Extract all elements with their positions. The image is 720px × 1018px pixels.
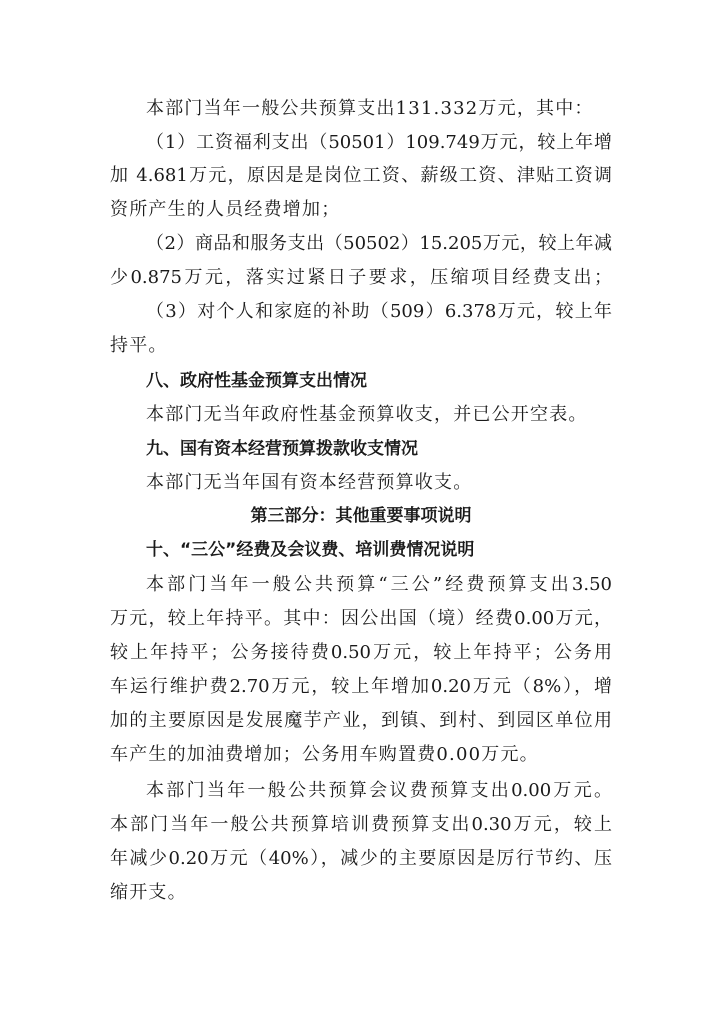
body-line: （1）工资福利支出（50501）109.749万元，较上年增	[146, 132, 612, 153]
body-line: （3）对个人和家庭的补助（509）6.378万元，较上年	[146, 301, 612, 322]
body-line: 车产生的加油费增加；公务用车购置费0.00万元。	[110, 744, 539, 765]
section-heading-9: 九、国有资本经营预算拨款收支情况	[146, 439, 418, 459]
body-line: 年减少0.20万元（40%），减少的主要原因是厉行节约、压	[110, 848, 612, 869]
body-line: 本部门无当年国有资本经营预算收支。	[146, 472, 473, 493]
body-line: 本部门当年一般公共预算支出131.332万元，其中：	[146, 98, 594, 119]
body-line: 本部门无当年政府性基金预算收支，并已公开空表。	[146, 404, 588, 425]
section-heading-8: 八、政府性基金预算支出情况	[146, 371, 367, 391]
part-title: 第三部分：其他重要事项说明	[250, 506, 472, 526]
body-line: 持平。	[110, 335, 168, 356]
body-line: 本部门当年一般公共预算“三公”经费预算支出3.50	[146, 574, 612, 595]
body-line: 本部门当年一般公共预算培训费预算支出0.30万元，较上	[110, 814, 612, 835]
section-heading-10: 十、“三公”经费及会议费、培训费情况说明	[146, 540, 475, 560]
body-line: 少0.875万元，落实过紧日子要求，压缩项目经费支出；	[110, 267, 612, 288]
body-line: 较上年持平；公务接待费0.50万元，较上年持平；公务用	[110, 642, 612, 663]
body-line: （2）商品和服务支出（50502）15.205万元，较上年减	[146, 233, 612, 254]
body-line: 本部门当年一般公共预算会议费预算支出0.00万元。	[146, 780, 612, 801]
body-line: 加的主要原因是发展魔芋产业，到镇、到村、到园区单位用	[110, 710, 612, 731]
body-line: 资所产生的人员经费增加；	[110, 199, 341, 220]
body-line: 加 4.681万元，原因是是岗位工资、薪级工资、津贴工资调	[110, 165, 612, 186]
body-line: 万元，较上年持平。其中：因公出国（境）经费0.00万元，	[110, 608, 612, 629]
body-line: 车运行维护费2.70万元，较上年增加0.20万元（8%），增	[110, 676, 612, 697]
body-line: 缩开支。	[110, 882, 187, 903]
